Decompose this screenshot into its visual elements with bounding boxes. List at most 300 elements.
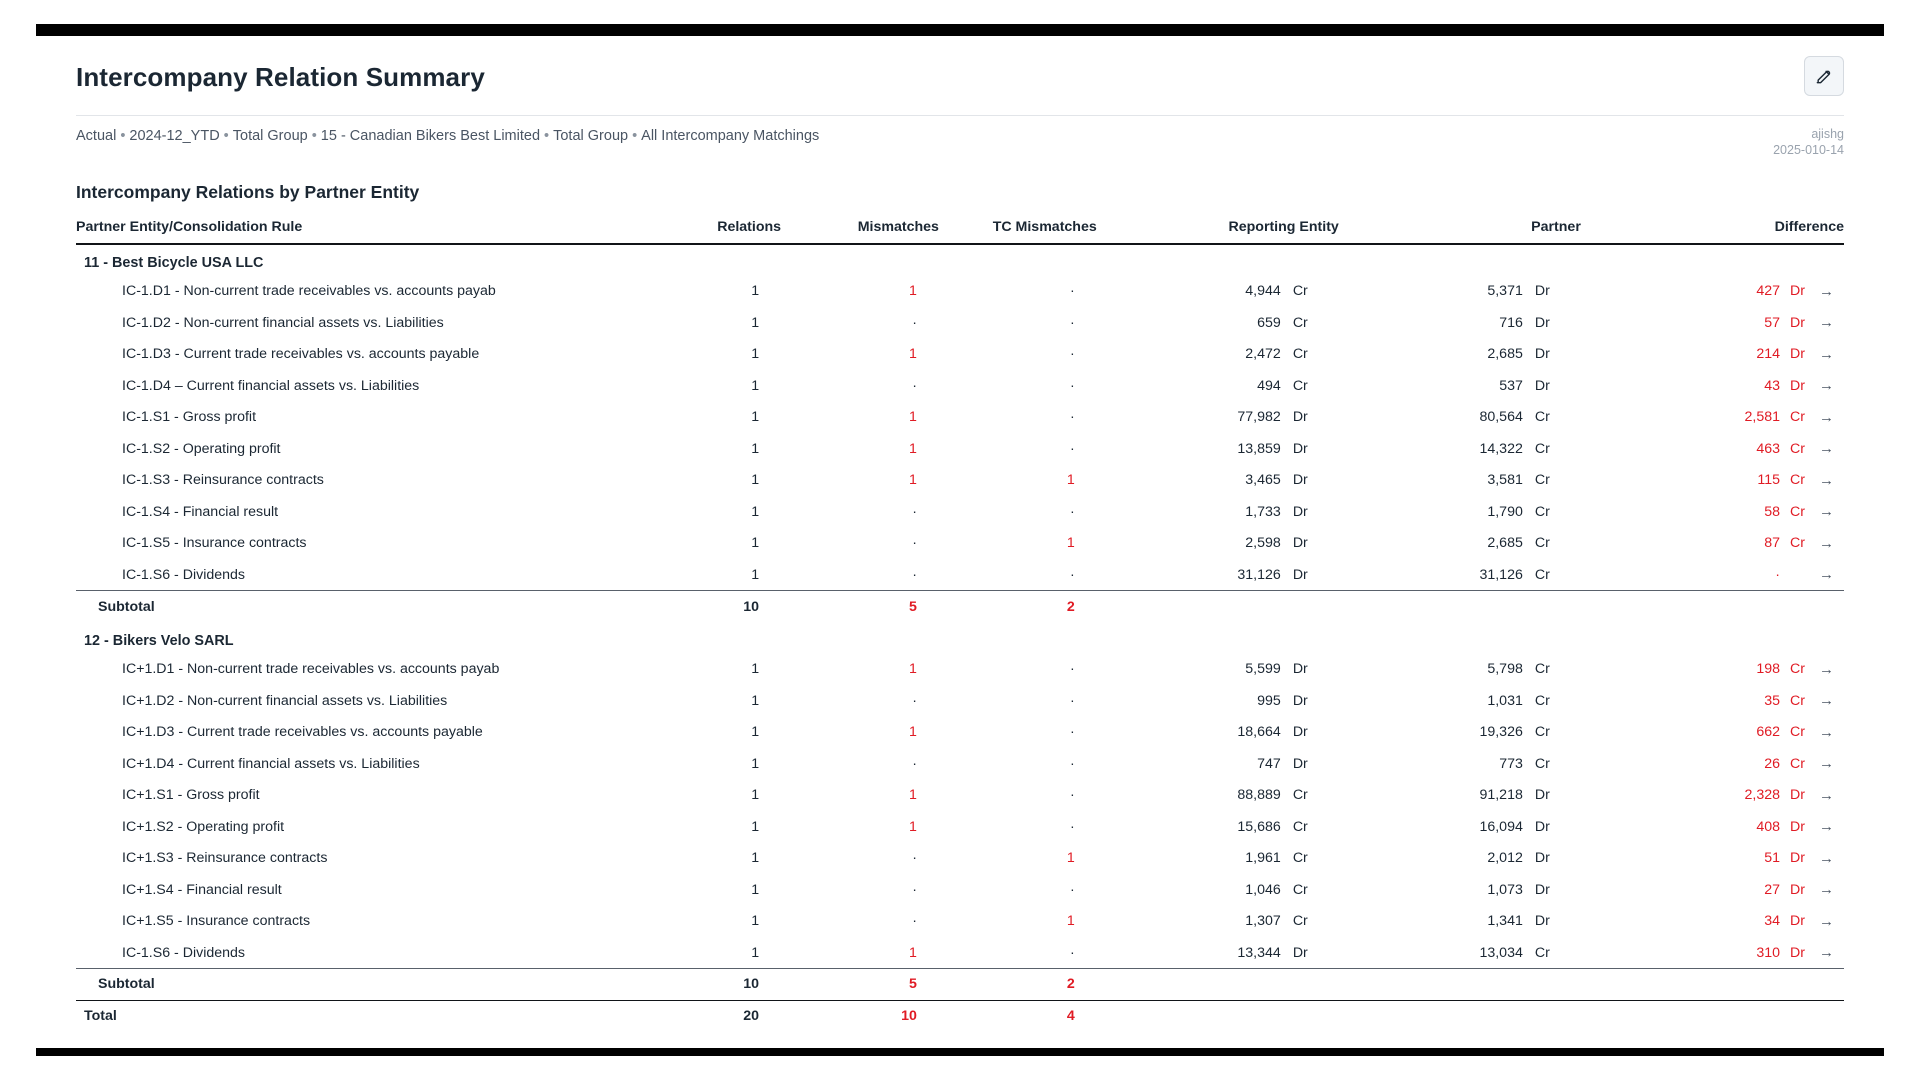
- partner-amount-value: 19,326: [1479, 724, 1523, 741]
- reporting-entity-amount-value: 1,961: [1245, 850, 1281, 867]
- partner-amount-value: 1,073: [1487, 881, 1523, 898]
- table-row[interactable]: [76, 906, 1844, 938]
- difference-indicator: Dr: [1790, 881, 1805, 898]
- partner-amount-value: 716: [1499, 314, 1523, 331]
- drilldown-arrow-icon[interactable]: →: [1819, 282, 1834, 300]
- difference-value: 58: [1764, 503, 1780, 520]
- partner-amount-value: 5,798: [1487, 661, 1523, 678]
- mismatches-count: 1: [781, 937, 939, 969]
- column-header-relations[interactable]: Relations: [623, 213, 781, 244]
- partner-amount-value: 91,218: [1479, 787, 1523, 804]
- partner-amount: [1339, 370, 1581, 402]
- difference-value: 34: [1764, 913, 1780, 930]
- partner-amount-indicator: Dr: [1534, 850, 1550, 867]
- mismatches-count: ·: [912, 881, 917, 898]
- reporting-entity-amount-indicator: Cr: [1292, 913, 1308, 930]
- difference-amount: [1581, 433, 1844, 465]
- difference-amount: [1581, 906, 1844, 938]
- subtotal-empty-cell: [1097, 591, 1339, 623]
- difference-indicator: Dr: [1790, 787, 1805, 804]
- reporting-entity-amount: [1097, 748, 1339, 780]
- report-table-wrap: [36, 203, 1884, 1032]
- group-empty-cell: [1339, 622, 1581, 654]
- partner-amount-value: 1,031: [1487, 692, 1523, 709]
- partner-amount-value: 1,790: [1487, 503, 1523, 520]
- subtotal-tc-mismatches: 2: [939, 969, 1097, 1001]
- table-row[interactable]: [76, 874, 1844, 906]
- drilldown-arrow-icon[interactable]: →: [1819, 723, 1834, 741]
- reporting-entity-amount-indicator: Dr: [1292, 661, 1308, 678]
- drilldown-arrow-icon[interactable]: →: [1819, 660, 1834, 678]
- consolidation-rule-label: IC-1.D3 - Current trade receivables vs. accounts payable: [122, 346, 480, 363]
- tc-mismatches-count: ·: [1070, 661, 1075, 678]
- partner-amount: [1339, 496, 1581, 528]
- breadcrumb[interactable]: [76, 126, 819, 146]
- partner-amount: [1339, 874, 1581, 906]
- tc-mismatches-count: ·: [1070, 724, 1075, 741]
- reporting-entity-amount-indicator: Dr: [1292, 944, 1308, 961]
- partner-amount-value: 2,685: [1487, 346, 1523, 363]
- difference-value: 87: [1764, 535, 1780, 552]
- reporting-entity-amount-value: 2,598: [1245, 535, 1281, 552]
- table-row[interactable]: [76, 685, 1844, 717]
- reporting-entity-amount: [1097, 496, 1339, 528]
- subtotal-mismatches: 5: [781, 591, 939, 623]
- reporting-entity-amount-indicator: Dr: [1292, 440, 1308, 457]
- group-empty-cell: [623, 244, 781, 276]
- relations-count: 1: [751, 724, 760, 741]
- reporting-entity-amount-value: 659: [1257, 314, 1281, 331]
- reporting-entity-amount-value: 747: [1257, 755, 1281, 772]
- group-header-row[interactable]: [76, 622, 1844, 654]
- reporting-entity-amount-indicator: Dr: [1292, 755, 1308, 772]
- reporting-entity-amount-value: 5,599: [1245, 661, 1281, 678]
- subtotal-row: [76, 591, 1844, 623]
- reporting-entity-amount-indicator: Dr: [1292, 409, 1308, 426]
- breadcrumb-separator: •: [632, 128, 638, 144]
- partner-amount-indicator: Cr: [1534, 692, 1550, 709]
- difference-indicator: Cr: [1790, 472, 1805, 489]
- subtotal-row: [76, 969, 1844, 1001]
- column-header-partner[interactable]: Partner: [1339, 213, 1581, 244]
- partner-amount: [1339, 748, 1581, 780]
- reporting-entity-amount-value: 88,889: [1237, 787, 1281, 804]
- mismatches-count: 1: [909, 409, 917, 426]
- mismatches-count: ·: [912, 692, 917, 709]
- tc-mismatches-count: ·: [1070, 346, 1075, 363]
- column-header-tc-mismatches[interactable]: TC Mismatches: [939, 213, 1097, 244]
- relations-count: 1: [751, 787, 760, 804]
- tc-mismatches-count: ·: [1070, 881, 1075, 898]
- partner-amount-indicator: Cr: [1534, 440, 1550, 457]
- difference-value: 662: [1756, 724, 1780, 741]
- subtotal-empty-cell: [1097, 969, 1339, 1001]
- difference-value: 198: [1756, 661, 1780, 678]
- group-name: 12 - Bikers Velo SARL: [84, 632, 234, 649]
- drilldown-arrow-icon[interactable]: →: [1819, 408, 1834, 426]
- partner-amount-indicator: Cr: [1534, 503, 1550, 520]
- reporting-entity-amount: [1097, 874, 1339, 906]
- group-empty-cell: [1581, 244, 1844, 276]
- table-row[interactable]: [76, 654, 1844, 686]
- drilldown-arrow-icon[interactable]: →: [1819, 314, 1834, 332]
- consolidation-rule-label: IC+1.S1 - Gross profit: [122, 787, 260, 804]
- difference-value: 43: [1764, 377, 1780, 394]
- partner-amount-indicator: Dr: [1534, 283, 1550, 300]
- tc-mismatches-count: ·: [1070, 409, 1075, 426]
- partner-amount-indicator: Dr: [1534, 818, 1550, 835]
- reporting-entity-amount: [1097, 685, 1339, 717]
- table-row[interactable]: [76, 339, 1844, 371]
- reporting-entity-amount-value: 3,465: [1245, 472, 1281, 489]
- mismatches-count: ·: [912, 377, 917, 394]
- drilldown-arrow-icon[interactable]: →: [1819, 440, 1834, 458]
- drilldown-arrow-icon[interactable]: →: [1819, 566, 1834, 583]
- reporting-entity-amount-indicator: Cr: [1292, 314, 1308, 331]
- group-empty-cell: [1097, 622, 1339, 654]
- column-header-difference[interactable]: Difference: [1581, 213, 1844, 244]
- difference-indicator: Dr: [1790, 913, 1805, 930]
- total-row: [76, 1000, 1844, 1032]
- relations-count: 1: [751, 472, 760, 489]
- partner-amount: [1339, 906, 1581, 938]
- relations-count: 1: [623, 937, 781, 969]
- drilldown-arrow-icon[interactable]: →: [1819, 503, 1834, 521]
- partner-amount: [1339, 780, 1581, 812]
- reporting-entity-amount: [1097, 465, 1339, 497]
- partner-amount-value: 773: [1499, 755, 1523, 772]
- tc-mismatches-count: ·: [1070, 755, 1075, 772]
- consolidation-rule-label: IC+1.D4 - Current financial assets vs. Liabilities: [122, 755, 420, 772]
- difference-value: 2,581: [1744, 409, 1780, 426]
- difference-value: 26: [1764, 755, 1780, 772]
- difference-value: 27: [1764, 881, 1780, 898]
- relations-count: 1: [751, 377, 760, 394]
- reporting-entity-amount: [1097, 906, 1339, 938]
- table-row[interactable]: [76, 307, 1844, 339]
- mismatches-count: 1: [909, 440, 917, 457]
- partner-amount: [1339, 559, 1581, 591]
- reporting-entity-amount-indicator: Cr: [1292, 283, 1308, 300]
- breadcrumb-item[interactable]: Actual: [76, 128, 117, 144]
- difference-indicator: Cr: [1790, 692, 1805, 709]
- partner-amount-value: 537: [1499, 377, 1523, 394]
- tc-mismatches-count: 1: [1066, 913, 1075, 930]
- edit-pencil-icon: [1814, 66, 1834, 86]
- reporting-entity-amount: [1097, 654, 1339, 686]
- drilldown-arrow-icon[interactable]: →: [1819, 944, 1834, 961]
- partner-amount: [1339, 307, 1581, 339]
- partner-amount: [1339, 811, 1581, 843]
- difference-value: 51: [1764, 850, 1780, 867]
- relations-count: 1: [751, 503, 760, 520]
- consolidation-rule-label: IC+1.S2 - Operating profit: [122, 818, 285, 835]
- partner-amount-indicator: Dr: [1534, 314, 1550, 331]
- mismatches-count: 1: [909, 661, 917, 678]
- subtotal-empty-cell: [1581, 969, 1844, 1001]
- difference-indicator: Dr: [1790, 944, 1805, 961]
- difference-amount: [1581, 496, 1844, 528]
- group-empty-cell: [1339, 244, 1581, 276]
- partner-amount-indicator: Dr: [1534, 377, 1550, 394]
- reporting-entity-amount: [1097, 937, 1339, 969]
- relations-count: 1: [623, 559, 781, 591]
- reporting-entity-amount-value: 77,982: [1237, 409, 1281, 426]
- total-tc-mismatches: 4: [939, 1000, 1097, 1032]
- partner-amount-indicator: Cr: [1534, 755, 1550, 772]
- partner-amount-indicator: Cr: [1534, 944, 1550, 961]
- difference-indicator: Cr: [1790, 440, 1805, 457]
- difference-amount: [1581, 685, 1844, 717]
- drilldown-arrow-icon[interactable]: →: [1819, 912, 1834, 930]
- difference-indicator: Cr: [1790, 724, 1805, 741]
- reporting-entity-amount-value: 995: [1257, 692, 1281, 709]
- reporting-entity-amount-value: 13,859: [1237, 440, 1281, 457]
- partner-amount: [1339, 937, 1581, 969]
- difference-amount: [1581, 559, 1844, 591]
- difference-amount: [1581, 465, 1844, 497]
- breadcrumb-item[interactable]: Total Group: [553, 128, 629, 144]
- consolidation-rule-label: IC-1.S5 - Insurance contracts: [122, 535, 307, 552]
- difference-amount: [1581, 748, 1844, 780]
- partner-amount-indicator: Dr: [1534, 346, 1550, 363]
- report-table: [76, 213, 1844, 1032]
- difference-amount: [1581, 654, 1844, 686]
- group-empty-cell: [939, 244, 1097, 276]
- drilldown-arrow-icon[interactable]: →: [1819, 345, 1834, 363]
- partner-amount: [1339, 465, 1581, 497]
- table-row[interactable]: [76, 276, 1844, 308]
- relations-count: 1: [751, 850, 760, 867]
- table-row[interactable]: [76, 811, 1844, 843]
- breadcrumb-separator: •: [544, 128, 550, 144]
- drilldown-arrow-icon[interactable]: →: [1819, 849, 1834, 867]
- difference-indicator: Cr: [1790, 661, 1805, 678]
- difference-value: 214: [1756, 346, 1780, 363]
- table-row[interactable]: [76, 843, 1844, 875]
- group-header-row[interactable]: [76, 244, 1844, 276]
- tc-mismatches-count: ·: [1070, 314, 1075, 331]
- mismatches-count: ·: [912, 503, 917, 520]
- partner-amount-value: 13,034: [1479, 944, 1523, 961]
- reporting-entity-amount: [1097, 307, 1339, 339]
- table-row[interactable]: [76, 937, 1844, 969]
- relations-count: 1: [751, 535, 760, 552]
- reporting-entity-amount-value: 18,664: [1237, 724, 1281, 741]
- report-header: [36, 36, 1884, 116]
- difference-value: 35: [1764, 692, 1780, 709]
- partner-amount-value: 1,341: [1487, 913, 1523, 930]
- reporting-entity-amount-indicator: Cr: [1292, 787, 1308, 804]
- reporting-entity-amount: [1097, 339, 1339, 371]
- reporting-entity-amount-indicator: Dr: [1292, 692, 1308, 709]
- partner-amount: [1339, 843, 1581, 875]
- table-row[interactable]: [76, 748, 1844, 780]
- difference-value: ·: [1775, 566, 1780, 583]
- consolidation-rule-label: IC+1.S5 - Insurance contracts: [122, 913, 311, 930]
- breadcrumb-item[interactable]: 15 - Canadian Bikers Best Limited: [320, 128, 541, 144]
- drilldown-arrow-icon[interactable]: →: [1819, 881, 1834, 899]
- breadcrumb-item[interactable]: 2024-12_YTD: [129, 128, 220, 144]
- partner-amount-indicator: Cr: [1534, 535, 1550, 552]
- relations-count: 1: [751, 440, 760, 457]
- table-row[interactable]: [76, 528, 1844, 560]
- total-empty-cell: [1339, 1000, 1581, 1032]
- reporting-entity-amount-value: 1,046: [1245, 881, 1281, 898]
- drilldown-arrow-icon[interactable]: →: [1819, 377, 1834, 395]
- breadcrumb-row: [36, 116, 1884, 158]
- reporting-entity-amount-indicator: Cr: [1292, 346, 1308, 363]
- group-empty-cell: [781, 622, 939, 654]
- difference-value: 57: [1764, 314, 1780, 331]
- drilldown-arrow-icon[interactable]: →: [1819, 534, 1834, 552]
- partner-amount: [1339, 685, 1581, 717]
- meta-block: [1773, 126, 1844, 158]
- reporting-entity-amount-indicator: Dr: [1292, 724, 1308, 741]
- relations-count: 1: [751, 692, 760, 709]
- tc-mismatches-count: ·: [1070, 692, 1075, 709]
- subtotal-label: Subtotal: [76, 969, 623, 1001]
- frame-strip-top: [0, 0, 1920, 24]
- table-row[interactable]: [76, 496, 1844, 528]
- table-row[interactable]: [76, 717, 1844, 749]
- reporting-entity-amount: [1097, 843, 1339, 875]
- table-row[interactable]: [76, 559, 1844, 591]
- table-row[interactable]: [76, 402, 1844, 434]
- reporting-entity-amount-indicator: Dr: [1292, 535, 1308, 552]
- consolidation-rule-label: IC-1.D4 – Current financial assets vs. Liabilities: [122, 377, 420, 394]
- table-row[interactable]: [76, 465, 1844, 497]
- frame-strip-left: [0, 0, 36, 1080]
- relations-count: 1: [751, 283, 760, 300]
- difference-indicator: Dr: [1790, 377, 1805, 394]
- consolidation-rule-label: IC+1.S4 - Financial result: [122, 881, 282, 898]
- reporting-entity-amount-value: 13,344: [1237, 944, 1281, 961]
- partner-amount-indicator: Dr: [1534, 881, 1550, 898]
- tc-mismatches-count: 1: [1066, 850, 1075, 867]
- mismatches-count: 1: [909, 346, 917, 363]
- difference-amount: [1581, 811, 1844, 843]
- partner-amount-indicator: Dr: [1534, 787, 1550, 804]
- reporting-entity-amount-value: 31,126: [1237, 566, 1281, 583]
- difference-value: 115: [1757, 472, 1780, 489]
- consolidation-rule-label: IC+1.S3 - Reinsurance contracts: [122, 850, 328, 867]
- partner-amount-indicator: Dr: [1534, 913, 1550, 930]
- reporting-entity-amount-indicator: Dr: [1292, 503, 1308, 520]
- drilldown-arrow-icon[interactable]: →: [1819, 786, 1834, 804]
- total-empty-cell: [1581, 1000, 1844, 1032]
- partner-amount: [1339, 402, 1581, 434]
- reporting-entity-amount: [1097, 528, 1339, 560]
- subtotal-empty-cell: [1339, 969, 1581, 1001]
- consolidation-rule-label: IC-1.S3 - Reinsurance contracts: [122, 472, 324, 489]
- relations-count: 1: [751, 346, 760, 363]
- reporting-entity-amount: [1097, 402, 1339, 434]
- relations-count: 1: [751, 661, 760, 678]
- total-label: Total: [76, 1000, 623, 1032]
- section-title: Intercompany Relations by Partner Entity: [76, 182, 420, 202]
- reporting-entity-amount-value: 494: [1257, 377, 1281, 394]
- partner-amount: [1339, 276, 1581, 308]
- reporting-entity-amount-value: 4,944: [1245, 283, 1281, 300]
- consolidation-rule-label: IC-1.S2 - Operating profit: [122, 440, 281, 457]
- reporting-entity-amount-indicator: Cr: [1292, 881, 1308, 898]
- breadcrumb-item[interactable]: Total Group: [232, 128, 308, 144]
- consolidation-rule-label: IC-1.S6 - Dividends: [76, 937, 623, 969]
- difference-amount: [1581, 874, 1844, 906]
- column-header-partner-entity[interactable]: Partner Entity/Consolidation Rule: [76, 213, 623, 244]
- edit-button[interactable]: [1804, 56, 1844, 96]
- partner-amount-value: 5,371: [1487, 283, 1523, 300]
- tc-mismatches-count: ·: [1070, 377, 1075, 394]
- reporting-entity-amount: [1097, 370, 1339, 402]
- drilldown-arrow-icon[interactable]: →: [1819, 471, 1834, 489]
- mismatches-count: ·: [912, 314, 917, 331]
- table-row[interactable]: [76, 433, 1844, 465]
- mismatches-count: ·: [912, 535, 917, 552]
- mismatches-count: 1: [909, 818, 917, 835]
- difference-indicator: Cr: [1790, 755, 1805, 772]
- tc-mismatches-count: 1: [1066, 535, 1075, 552]
- partner-amount-indicator: Cr: [1534, 472, 1550, 489]
- consolidation-rule-label: IC+1.D3 - Current trade receivables vs. accounts payable: [122, 724, 483, 741]
- difference-amount: [1581, 717, 1844, 749]
- reporting-entity-amount-value: 1,307: [1245, 913, 1281, 930]
- partner-amount-value: 2,685: [1487, 535, 1523, 552]
- partner-amount-value: 2,012: [1487, 850, 1523, 867]
- drilldown-arrow-icon[interactable]: →: [1819, 692, 1834, 710]
- difference-indicator: Dr: [1790, 314, 1805, 331]
- group-empty-cell: [1097, 244, 1339, 276]
- difference-value: 2,328: [1744, 787, 1780, 804]
- reporting-entity-amount-indicator: Dr: [1292, 472, 1308, 489]
- difference-value: 310: [1756, 944, 1780, 961]
- mismatches-count: 1: [909, 724, 917, 741]
- subtotal-mismatches: 5: [781, 969, 939, 1001]
- subtotal-empty-cell: [1339, 591, 1581, 623]
- breadcrumb-separator: •: [223, 128, 229, 144]
- drilldown-arrow-icon[interactable]: →: [1819, 755, 1834, 773]
- partner-amount: [1339, 654, 1581, 686]
- mismatches-count: ·: [912, 913, 917, 930]
- breadcrumb-separator: •: [311, 128, 317, 144]
- total-mismatches: 10: [781, 1000, 939, 1032]
- column-header-mismatches[interactable]: Mismatches: [781, 213, 939, 244]
- meta-user: ajishg: [1811, 127, 1844, 141]
- partner-amount-value: 80,564: [1479, 409, 1523, 426]
- partner-amount: [1339, 339, 1581, 371]
- consolidation-rule-label: IC-1.D2 - Non-current financial assets vs. Liabilities: [122, 314, 444, 331]
- mismatches-count: 1: [909, 472, 917, 489]
- breadcrumb-item[interactable]: All Intercompany Matchings: [641, 128, 820, 144]
- tc-mismatches-count: ·: [1070, 503, 1075, 520]
- reporting-entity-amount: [1097, 780, 1339, 812]
- mismatches-count: 1: [909, 283, 917, 300]
- consolidation-rule-label: IC-1.D1 - Non-current trade receivables vs. accounts payab: [122, 283, 496, 300]
- drilldown-arrow-icon[interactable]: →: [1819, 818, 1834, 836]
- table-row[interactable]: [76, 370, 1844, 402]
- table-row[interactable]: [76, 780, 1844, 812]
- reporting-entity-amount-indicator: Cr: [1292, 377, 1308, 394]
- partner-amount-indicator: Cr: [1534, 724, 1550, 741]
- reporting-entity-amount: [1097, 276, 1339, 308]
- tc-mismatches-count: ·: [939, 559, 1097, 591]
- tc-mismatches-count: 1: [1066, 472, 1075, 489]
- column-header-reporting-entity[interactable]: Reporting Entity: [1097, 213, 1339, 244]
- tc-mismatches-count: ·: [1070, 818, 1075, 835]
- difference-amount: [1581, 339, 1844, 371]
- reporting-entity-amount-indicator: Cr: [1292, 818, 1308, 835]
